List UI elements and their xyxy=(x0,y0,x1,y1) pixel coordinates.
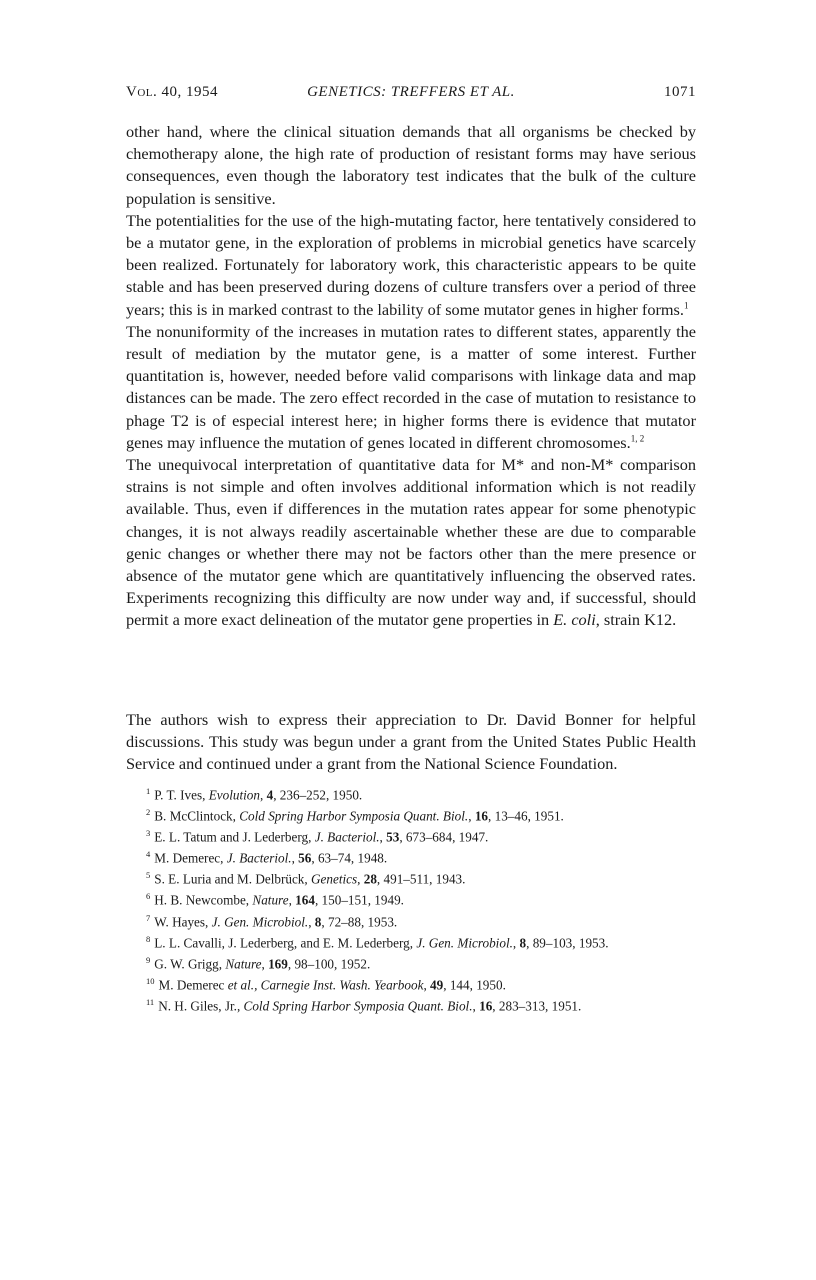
footnote-volume: 4 xyxy=(266,787,274,803)
footnote-number: 9 xyxy=(146,954,151,965)
page-number: 1071 xyxy=(664,84,696,100)
footnote-volume: 169 xyxy=(268,956,288,972)
footnote-authors: W. Hayes, xyxy=(154,913,212,929)
footnote-authors: P. T. Ives, xyxy=(154,787,209,803)
footnote-journal: J. Bacteriol. xyxy=(314,829,380,845)
footnote-number: 11 xyxy=(146,996,155,1007)
paragraph-1 xyxy=(126,121,696,210)
footnote-number: 2 xyxy=(146,807,151,818)
footnote-pages: , 283–313, 1951. xyxy=(492,998,582,1014)
footnote-authors: E. L. Tatum and J. Lederberg, xyxy=(154,829,315,845)
footnote: $^{11}$ N. H. Giles, Jr., Cold Spring Harbor Symposia Quant. Biol., 16, 283–313, 1951. xyxy=(146,996,582,1014)
footnote-volume: 16 xyxy=(474,808,488,824)
footnote-number: 1 xyxy=(146,786,151,796)
footnote-pages: , 72–88, 1953. xyxy=(321,913,398,929)
footnote-volume: 56 xyxy=(298,850,312,866)
footnote-number: 6 xyxy=(146,891,151,902)
footnote-authors: M. Demerec, xyxy=(154,850,227,866)
footnote-authors: N. H. Giles, Jr., xyxy=(158,998,244,1014)
footnote-pages: , 236–252, 1950. xyxy=(273,787,363,803)
footnote-pages: , 13–46, 1951. xyxy=(488,808,564,824)
footnote-number: 7 xyxy=(146,912,151,923)
footnote: $^2$ B. McClintock, Cold Spring Harbor Symposia Quant. Biol., 16, 13–46, 1951. xyxy=(146,807,564,824)
volume-label: Vol. 40, 1954 xyxy=(126,84,218,100)
footnote: $^8$ L. L. Cavalli, J. Lederberg, and E. M. Lederberg, J. Gen. Microbiol., 8, 89–103, 1953. xyxy=(146,933,609,951)
paragraph-3 xyxy=(126,321,696,454)
footnote-pages: , 150–151, 1949. xyxy=(314,892,404,908)
footnote-number: 10 xyxy=(146,975,155,986)
journal-running-title: GENETICS: TREFFERS ET AL. xyxy=(307,84,515,100)
footnote-authors: S. E. Luria and M. Delbrück, xyxy=(154,871,311,887)
footnote-pages: , 98–100, 1952. xyxy=(287,956,371,972)
footnote-volume: 16 xyxy=(479,998,493,1014)
body-text xyxy=(126,121,696,632)
footnote-journal: Cold Spring Harbor Symposia Quant. Biol. xyxy=(239,808,469,824)
reference-marker: 1 xyxy=(683,300,689,311)
footnote: $^6$ H. B. Newcombe, Nature, 164, 150–151, 1949. xyxy=(146,891,404,908)
paragraph-3-text: The nonuniformity of the increases in mutation rates to different states, apparently the result of mediation by the mutator gene, is a matter of some interest. Further quantitation is, however, needed before valid comparisons with linkage data and map distances can be made. The zero effect recorded in the case of mutation to resistance to phage T2 is of especial interest here; in higher forms there is evidence that mutator genes may influence the mutation of genes located in different chromosomes. xyxy=(126,321,696,452)
paragraph-1-text: other hand, where the clinical situation demands that all organisms be checked by chemotherapy alone, the high rate of production of resistant forms may have serious consequences, even though the laboratory test indicates that the bulk of the culture population is sensitive. xyxy=(126,122,696,208)
footnote: $^{10}$ M. Demerec et al., Carnegie Inst. Wash. Yearbook, 49, 144, 1950. xyxy=(146,975,506,993)
footnote-journal: J. Gen. Microbiol. xyxy=(416,935,513,951)
acknowledgment: The authors wish to express their appreciation to Dr. David Bonner for helpful discussions. This study was begun under a grant from the United States Public Health Service and continued under a grant from the National Science Foundation. xyxy=(126,710,696,774)
footnote-number: 5 xyxy=(146,870,151,881)
footnote-journal: et al., Carnegie Inst. Wash. Yearbook xyxy=(227,977,424,993)
footnote-number: 4 xyxy=(146,849,151,860)
footnote-journal: Nature xyxy=(252,892,289,908)
footnote-journal: J. Bacteriol. xyxy=(226,850,292,866)
footnote-journal: Nature xyxy=(225,956,262,972)
paragraph-4-text: The unequivocal interpretation of quantitative data for M* and non-M* comparison strains is not simple and often involves additional information which is not readily available. Thus, even if differences in the mutation rates appear for some phenotypic changes, it is not always readily ascertainable whether these are due to comparable genic changes or whether there may not be factors other than the mere presence or absence of the mutator gene which are quantitatively influencing the observed rates. Experiments recognizing this difficulty are now under way and, if successful, should permit a more exact delineation of the mutator gene properties in xyxy=(126,455,696,630)
footnote-volume: 8 xyxy=(519,935,527,951)
footnote: $^7$ W. Hayes, J. Gen. Microbiol., 8, 72–88, 1953. xyxy=(146,912,398,929)
footnote: $^4$ M. Demerec, J. Bacteriol., 56, 63–74, 1948. xyxy=(146,849,388,866)
footnote-pages: , 673–684, 1947. xyxy=(399,829,489,845)
footnote-volume: 53 xyxy=(386,829,400,845)
footnote-number: 3 xyxy=(146,828,151,839)
footnote-journal: Genetics xyxy=(311,871,358,887)
footnote-authors: M. Demerec xyxy=(158,977,228,993)
footnote-number: 8 xyxy=(146,933,151,944)
organism-name: E. coli xyxy=(553,610,596,630)
footnote-pages: , 144, 1950. xyxy=(443,977,506,993)
footnote-volume: 28 xyxy=(363,871,377,887)
running-head xyxy=(126,84,696,106)
footnote-authors: H. B. Newcombe, xyxy=(154,892,253,908)
footnote-volume: 49 xyxy=(430,977,444,993)
footnote-authors: B. McClintock, xyxy=(154,808,240,824)
footnote-list xyxy=(146,783,706,1015)
reference-marker: 1, 2 xyxy=(630,433,645,444)
paragraph-2 xyxy=(126,210,696,321)
footnote-pages: , 491–511, 1943. xyxy=(376,871,466,887)
paragraph-4 xyxy=(126,454,696,632)
footnote: $^5$ S. E. Luria and M. Delbrück, Genetics, 28, 491–511, 1943. xyxy=(146,870,466,887)
footnote-journal: Cold Spring Harbor Symposia Quant. Biol. xyxy=(243,998,473,1014)
footnote: $^9$ G. W. Grigg, Nature, 169, 98–100, 1952. xyxy=(146,954,371,972)
footnote-authors: G. W. Grigg, xyxy=(154,956,226,972)
footnote-journal: Evolution xyxy=(208,787,260,803)
footnote-volume: 8 xyxy=(314,913,322,929)
footnote: $^3$ E. L. Tatum and J. Lederberg, J. Bacteriol., 53, 673–684, 1947. xyxy=(146,828,489,845)
footnote-pages: , 89–103, 1953. xyxy=(526,935,609,951)
footnote-journal: J. Gen. Microbiol. xyxy=(211,913,309,929)
footnote-volume: 164 xyxy=(295,892,315,908)
paragraph-4-end: , strain K12. xyxy=(595,610,677,630)
paragraph-2-text: The potentialities for the use of the high-mutating factor, here tentatively considered to be a mutator gene, in the exploration of problems in microbial genetics have scarcely been realized. Fortunately for laboratory work, this characteristic appears to be quite stable and has been preserved during dozens of culture transfers over a period of three years; this is in marked contrast to the lability of some mutator genes in higher forms. xyxy=(126,210,696,319)
footnote-authors: L. L. Cavalli, J. Lederberg, and E. M. Lederberg, xyxy=(154,935,417,951)
footnote-pages: , 63–74, 1948. xyxy=(311,850,388,866)
footnote: $^1$ P. T. Ives, Evolution, 4, 236–252, 1950. xyxy=(146,786,363,803)
